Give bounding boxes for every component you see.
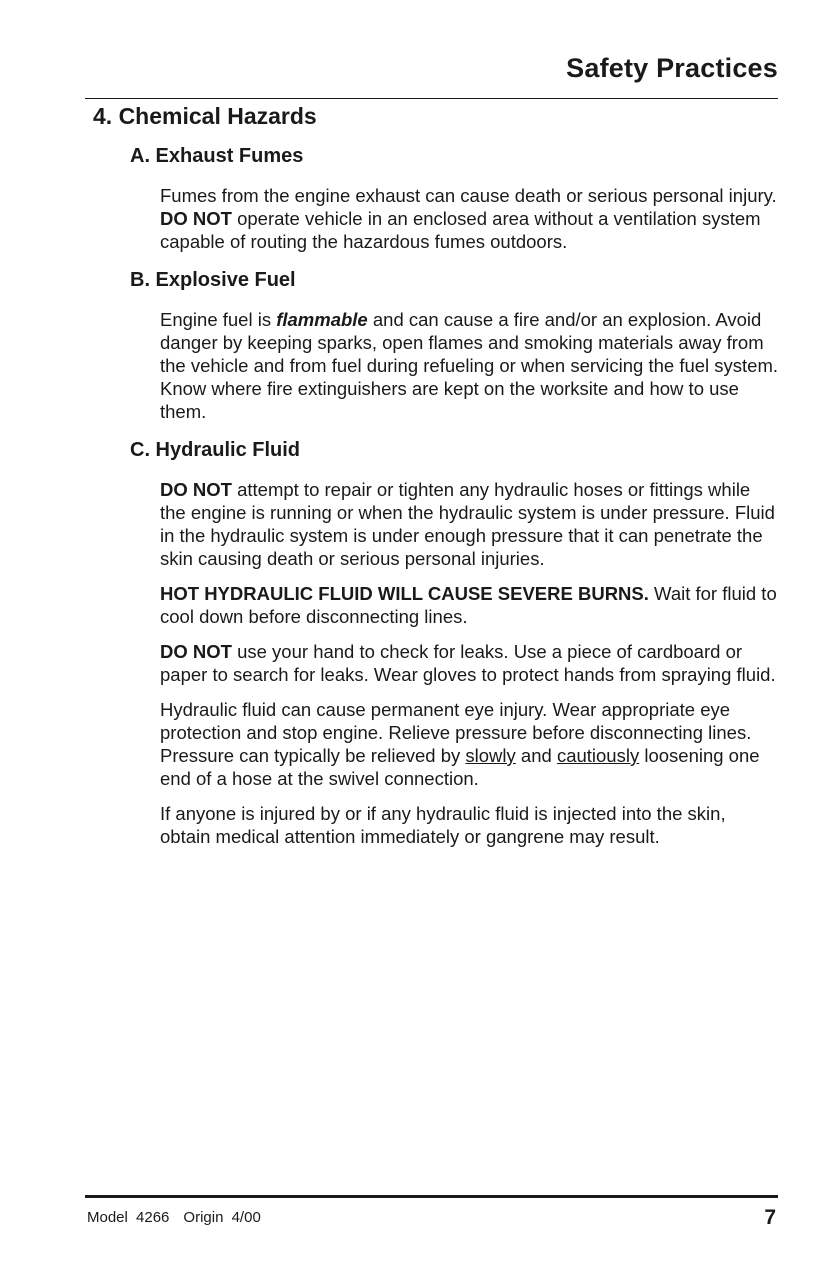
paragraph: DO NOT attempt to repair or tighten any hydraulic hoses or fittings while the engine is running or when the hydraulic system is under pressure. Fluid in the hydraulic system is under enough pressure that it can penetrate the skin causing death or serious personal injuries.	[160, 479, 775, 569]
paragraph: Hydraulic fluid can cause permanent eye injury. Wear appropriate eye protection and stop engine. Relieve pressure before disconnecting lines. Pressure can typically be relieved by slowly and cautiously loosening one end of a hose at the swivel connection.	[160, 699, 760, 789]
underlined-text: slowly	[465, 745, 516, 766]
emphasis-text: HOT HYDRAULIC FLUID WILL CAUSE SEVERE BURNS.	[160, 583, 649, 604]
footer-origin: Origin 4/00	[183, 1209, 261, 1226]
emphasis-text: DO NOT	[160, 641, 232, 662]
paragraph: If anyone is injured by or if any hydraulic fluid is injected into the skin, obtain medical attention immediately or gangrene may result.	[160, 803, 726, 847]
section-title: 4. Chemical Hazards	[93, 103, 317, 129]
subsection-explosive-fuel	[130, 269, 780, 423]
subsection-title: A. Exhaust Fumes	[130, 145, 304, 167]
footer-info	[87, 1209, 275, 1226]
section-content	[130, 145, 780, 864]
emphasis-text: flammable	[276, 309, 368, 330]
subsection-hydraulic-fluid	[130, 439, 780, 848]
subsection-title: C. Hydraulic Fluid	[130, 439, 301, 461]
subsection-exhaust-fumes	[130, 145, 780, 253]
page-number: 7	[764, 1206, 776, 1229]
paragraph: Engine fuel is flammable and can cause a fire and/or an explosion. Avoid danger by keeping sparks, open flames and smoking materials away from the vehicle and from fuel during refueling or when servicing the fuel system. Know where fire extinguishers are kept on the worksite and how to use them.	[160, 309, 779, 422]
emphasis-text: DO NOT	[160, 208, 232, 229]
underlined-text: cautiously	[556, 745, 640, 766]
emphasis-text: DO NOT	[160, 479, 232, 500]
footer-model: Model 4266	[87, 1209, 170, 1226]
subsection-title: B. Explosive Fuel	[130, 269, 296, 291]
header-rule	[85, 98, 778, 99]
paragraph: DO NOT use your hand to check for leaks. Use a piece of cardboard or paper to search for leaks. Wear gloves to protect hands from spraying fluid.	[160, 641, 776, 685]
footer-rule	[85, 1195, 778, 1198]
paragraph: Fumes from the engine exhaust can cause death or serious personal injury. DO NOT operate vehicle in an enclosed area without a ventilation system capable of routing the hazardous fumes outdoors.	[160, 185, 777, 252]
page-header-title: Safety Practices	[566, 53, 778, 83]
paragraph: HOT HYDRAULIC FLUID WILL CAUSE SEVERE BURNS. Wait for fluid to cool down before disconnecting lines.	[160, 583, 777, 627]
